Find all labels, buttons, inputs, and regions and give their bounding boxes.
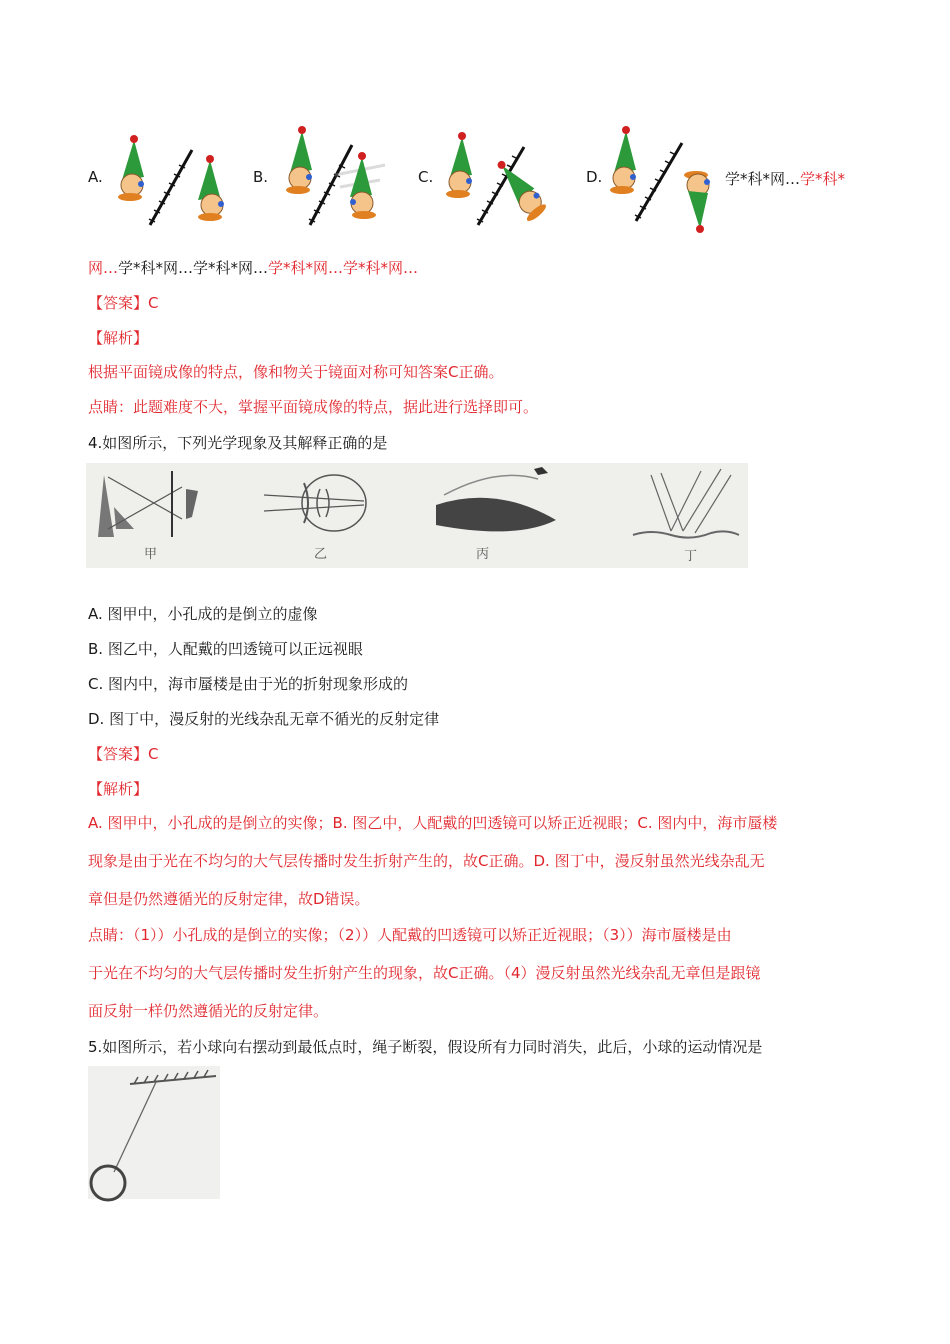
q4-stem: 4.如图所示，下列光学现象及其解释正确的是 [88,434,388,452]
pendulum-figure [88,1066,220,1199]
q4-option-d: D. 图丁中，漫反射的光线杂乱无章不循光的反射定律 [88,710,440,728]
q4-tip-line-3: 面反射一样仍然遵循光的反射定律。 [88,1002,329,1020]
q3-option-c-label: C. [418,168,434,186]
q4-analysis-line-3: 章但是仍然遵循光的反射定律，故D错误。 [88,890,370,908]
q3-analysis: 根据平面镜成像的特点，像和物关于镜面对称可知答案C正确。 [88,363,504,381]
figure-label-ding: 丁 [684,549,698,564]
q3-option-d-label: D. [586,168,603,186]
q4-analysis-label: 【解析】 [88,780,149,798]
pinhole-camera-diagram [94,467,214,542]
mirage-diagram [426,465,566,545]
q3-option-b-figure [280,125,400,235]
elf-image-icon [198,155,224,221]
q4-answer: 【答案】C [88,745,159,763]
elf-figure-icon [118,135,144,201]
q3-option-d-figure [608,125,723,235]
q3-option-c-figure [440,125,570,235]
q3-answer: 【答案】C [88,294,159,312]
q4-analysis-line-2: 现象是由于光在不均匀的大气层传播时发生折射产生的，故C正确。D. 图丁中，漫反射虽然光线杂乱无 [88,852,765,870]
q4-tip-line-1: 点睛：（1））小孔成的是倒立的实像；（2））人配戴的凹透镜可以矫正近视眼；（3））海市蜃楼是由 [88,926,732,944]
elf-figure-icon [286,126,312,194]
q4-option-c: C. 图内中，海市蜃楼是由于光的折射现象形成的 [88,675,409,693]
elf-figure-icon [610,126,636,194]
diffuse-reflection-diagram [631,465,741,545]
figure-label-yi: 乙 [314,547,328,562]
elf-image-icon [487,155,550,223]
q4-analysis-line-1: A. 图甲中，小孔成的是倒立的实像；B. 图乙中，人配戴的凹透镜可以矫正近视眼；C. 图内中，海市蜃楼 [88,814,778,832]
elf-image-icon [350,152,376,219]
q3-tip: 点睛：此题难度不大，掌握平面镜成像的特点，据此进行选择即可。 [88,398,539,416]
q4-tip-line-2: 于光在不均匀的大气层传播时发生折射产生的现象，故C正确。（4）漫反射虽然光线杂乱无章但是跟镜 [88,964,761,982]
q3-option-a-figure [110,125,230,235]
q5-stem: 5.如图所示，若小球向右摆动到最低点时，绳子断裂，假设所有力同时消失，此后，小球的运动情况是 [88,1038,763,1056]
watermark-text: 学*科*网…学*科* [725,170,846,188]
q3-analysis-label: 【解析】 [88,329,149,347]
q4-option-a: A. 图甲中，小孔成的是倒立的虚像 [88,605,318,623]
mirror-icon [149,150,192,225]
watermark-text-line: 网…学*科*网…学*科*网…学*科*网…学*科*网… [88,259,419,277]
mirror-icon [635,143,682,221]
q4-option-b: B. 图乙中，人配戴的凹透镜可以正远视眼 [88,640,363,658]
elf-figure-icon [446,132,472,198]
eye-lens-diagram [264,471,374,541]
figure-label-bing: 丙 [476,547,490,562]
q3-option-b-label: B. [253,168,269,186]
q4-figure-strip [86,463,748,568]
q3-option-a-label: A. [88,168,103,186]
figure-label-jia: 甲 [144,547,158,562]
elf-image-icon [684,171,710,233]
